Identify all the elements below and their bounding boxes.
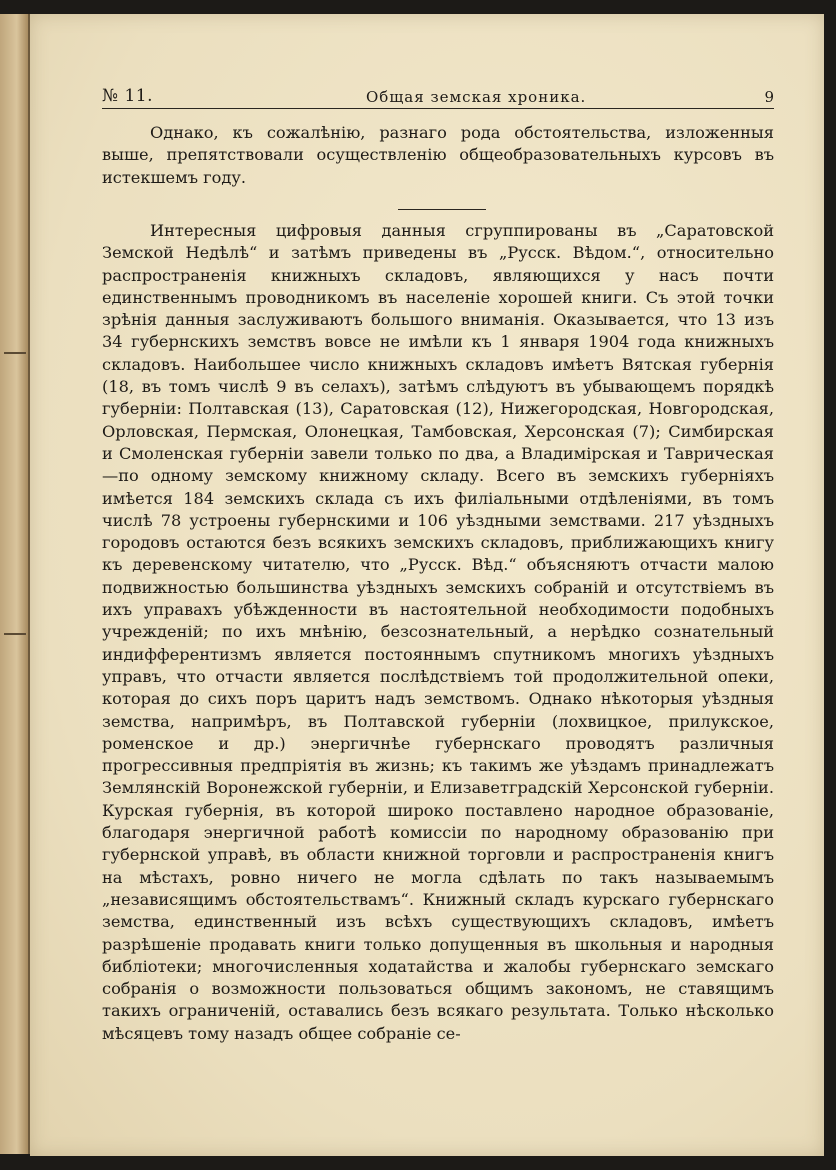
page-number: 9 (764, 88, 774, 106)
paragraph-2 (102, 220, 774, 1045)
issue-number: № 11. (102, 86, 154, 106)
paragraph-1 (102, 122, 774, 189)
paragraph-text: Однако, къ сожалѣнію, разнаго рода обстоятельства, изложенныя выше, препятствовали осуществленію общеобразовательныхъ курсовъ въ истекшемъ году. (102, 123, 774, 187)
section-divider (398, 209, 486, 210)
binding-mark (4, 633, 26, 635)
section-title: Общая земская хроника. (366, 88, 587, 106)
book-page (30, 14, 824, 1156)
binding-mark (4, 352, 26, 354)
paragraph-text: Интересныя цифровыя данныя сгруппированы въ „Саратовской Земской Недѣлѣ“ и затѣмъ приведены въ „Русск. Вѣдом.“, относительно распространенія книжныхъ складовъ, являющихся у насъ почти единственнымъ проводникомъ въ населеніе хорошей книги. Съ этой точки зрѣнія данныя заслуживаютъ большого вниманія. Оказывается, что 13 изъ 34 губернскихъ земствъ вовсе не имѣли къ 1 января 1904 года книжныхъ складовъ. Наибольшее число книжныхъ складовъ имѣетъ Вятская губернія (18, въ томъ числѣ 9 въ селахъ), затѣмъ слѣдуютъ въ убывающемъ порядкѣ губерніи: Полтавская (13), Саратовская (12), Нижегородская, Новгородская, Орловская, Пермская, Олонецкая, Тамбовская, Херсонская (7); Симбирская и Смоленская губерніи завели только по два, а Владимірская и Таврическая—по одному земскому книжному складу. Всего въ земскихъ губерніяхъ имѣется 184 земскихъ склада съ ихъ филіальными отдѣленіями, въ томъ числѣ 78 устроены губернскими и 106 уѣздными земствами. 217 уѣздныхъ городовъ остаются безъ всякихъ земскихъ складовъ, приближающихъ книгу къ деревенскому читателю, что „Русск. Вѣд.“ объясняютъ отчасти малою подвижностью большинства уѣздныхъ земскихъ собраній и отсутствіемъ въ ихъ управахъ убѣжденности въ настоятельной необходимости подобныхъ учрежденій; по ихъ мнѣнію, безсознательный, а нерѣдко сознательный индифферентизмъ является постояннымъ спутникомъ многихъ уѣздныхъ управъ, что отчасти является послѣдствіемъ той продолжительной опеки, которая до сихъ поръ царитъ надъ земствомъ. Однако нѣкоторыя уѣздныя земства, напримѣръ, въ Полтавской губерніи (лохвицкое, прилукское, роменское и др.) энергичнѣе губернскаго проводятъ различныя прогрессивныя предпріятія въ жизнь; къ такимъ же уѣздамъ принадлежатъ Землянскій Воронежской губерніи, и Елизаветградскій Херсонской губерніи. Курская губернія, въ которой широко поставлено народное образованіе, благодаря энергичной работѣ комиссіи по народному образованію при губернской управѣ, въ области книжной торговли и распространенія книгъ на мѣстахъ, ровно ничего не могла сдѣлать по такъ называемымъ „независящимъ обстоятельствамъ“. Книжный складъ курскаго губернскаго земства, единственный изъ всѣхъ существующихъ складовъ, имѣетъ разрѣшеніе продавать книги только допущенныя въ школьныя и народныя библіотеки; многочисленныя ходатайства и жалобы губернскаго земскаго собранія о возможности пользоваться общимъ закономъ, не ставящимъ такихъ ограниченій, оставались безъ всякаго результата. Только нѣсколько мѣсяцевъ тому назадъ общее собраніе се- (102, 221, 774, 1043)
running-header (102, 76, 774, 109)
adjacent-page-edge (0, 14, 30, 1154)
